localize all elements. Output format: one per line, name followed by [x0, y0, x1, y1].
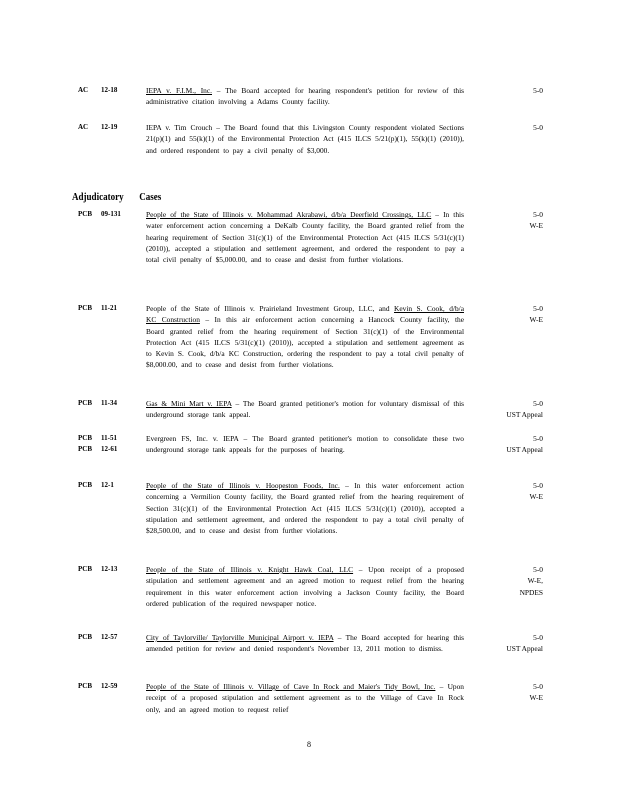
- case-description: [146, 398, 464, 421]
- case-type: PCB: [78, 633, 92, 641]
- case-category: W-E: [529, 315, 543, 325]
- vote-column: [423, 433, 543, 456]
- vote-count: 5-0: [533, 210, 543, 219]
- vote-column: [423, 85, 543, 96]
- vote-count: 5-0: [533, 434, 543, 443]
- case-description: [146, 480, 464, 536]
- case-category: W-E: [529, 492, 543, 502]
- page-number: 8: [307, 740, 311, 749]
- case-number: 09-131: [101, 210, 121, 218]
- case-caption: IEPA v. F.I.M., Inc.: [146, 86, 212, 95]
- case-number: 11-34: [101, 399, 117, 407]
- case-type: AC: [78, 86, 89, 94]
- case-type: AC: [78, 123, 89, 131]
- case-caption: People of the State of Illinois v. Village of Cave In Rock and Maier's Tidy Bowl, Inc.: [146, 682, 436, 691]
- vote-column: [423, 632, 543, 655]
- case-category: UST Appeal: [506, 644, 543, 654]
- case-summary-text: IEPA v. Tim Crouch – The Board found that this Livingston County respondent violated Sections 21(p)(1) and 55(k)(1) of the Environmental Protection Act (415 ILCS 5/21(p)(1), 55(k)(1) (2010)), and ordered respondent to pay a civil penalty of $3,000.: [146, 123, 464, 155]
- case-description: [146, 122, 464, 156]
- case-description: [146, 564, 464, 609]
- case-number: 12-19: [101, 123, 118, 131]
- case-number: 12-1: [101, 481, 114, 489]
- case-description: [146, 209, 464, 265]
- vote-column: [423, 122, 543, 133]
- case-type-secondary: PCB: [78, 445, 92, 454]
- case-caption: People of the State of Illinois v. Hoopeston Foods, Inc.: [146, 481, 340, 490]
- case-caption: People of the State of Illinois v. Mohammad Akrabawi, d/b/a Deerfield Crossings, LLC: [146, 210, 432, 219]
- case-summary-text: Evergreen FS, Inc. v. IEPA – The Board granted petitioner's motion to consolidate these two underground storage tank appeals for the purposes of hearing.: [146, 434, 464, 455]
- vote-count: 5-0: [533, 304, 543, 313]
- case-summary-text: – The Board accepted for hearing respondent's petition for review of this administrative citation involving a Adams County facility.: [146, 86, 464, 107]
- case-type: PCB: [78, 565, 92, 573]
- vote-count: 5-0: [533, 481, 543, 490]
- case-type: PCB: [78, 210, 92, 218]
- section-heading-word-1: Adjudicatory: [72, 191, 124, 203]
- case-summary-text: – Upon receipt of a proposed stipulation and settlement agreement as to the Village of Cave In Rock only, and an agreed motion to request relief: [146, 682, 464, 714]
- case-number: 12-57: [101, 633, 118, 641]
- case-number: 11-51: [101, 434, 117, 442]
- section-heading-word-2: Cases: [139, 191, 162, 203]
- case-type: PCB: [78, 434, 92, 442]
- case-type: PCB: [78, 304, 92, 312]
- case-summary-text: – The Board accepted for hearing this amended petition for review and denied respondent's November 13, 2011 motion to dismiss.: [146, 633, 464, 654]
- section-heading: [72, 191, 162, 203]
- vote-count: 5-0: [533, 682, 543, 691]
- case-description: [146, 632, 464, 655]
- vote-column: [423, 209, 543, 232]
- case-description: [146, 303, 464, 371]
- case-type: PCB: [78, 682, 92, 690]
- vote-column: [423, 398, 543, 421]
- case-summary-text: People of the State of Illinois v. Prairieland Investment Group, LLC, and: [146, 304, 394, 313]
- vote-column: [423, 564, 543, 598]
- case-summary-text: – The Board granted petitioner's motion for voluntary dismissal of this underground storage tank appeal.: [146, 399, 464, 420]
- case-summary-text: – Upon receipt of a proposed stipulation and settlement agreement and an agreed motion to request relief from the hearing requirement in this water enforcement action involving a Jackson County facility, the Board ordered publication of the required newspaper notice.: [146, 565, 464, 608]
- vote-column: [423, 303, 543, 326]
- case-summary-text: – In this water enforcement action concerning a DeKalb County facility, the Board granted relief from the hearing requirement of Section 31(c)(1) of the Environmental Protection Act (415 ILCS 5/31(c)(1) (2010)), accepted a stipulation and settlement agreement, and ordered the respondent to pay a total civil penalty of $5,000.00, and to cease and desist from further violations.: [146, 210, 464, 265]
- case-caption: Kevin S. Cook, d/b/a KC Construction: [146, 304, 464, 325]
- case-description: [146, 433, 464, 456]
- case-category: UST Appeal: [506, 445, 543, 455]
- case-category: W-E,: [527, 576, 543, 586]
- case-category: NPDES: [519, 587, 543, 597]
- case-description: [146, 85, 464, 108]
- vote-count: 5-0: [533, 123, 543, 132]
- case-category: W-E: [529, 221, 543, 231]
- case-number: 12-18: [101, 86, 118, 94]
- case-type: PCB: [78, 399, 92, 407]
- vote-count: 5-0: [533, 399, 543, 408]
- vote-count: 5-0: [533, 565, 543, 574]
- vote-count: 5-0: [533, 86, 543, 95]
- case-caption: People of the State of Illinois v. Knight Hawk Coal, LLC: [146, 565, 354, 574]
- case-category: UST Appeal: [506, 410, 543, 420]
- case-number: 12-59: [101, 682, 118, 690]
- case-caption: Gas & Mini Mart v. IEPA: [146, 399, 232, 408]
- case-summary-text: – In this water enforcement action concerning a Vermilion County facility, the Board granted relief from the hearing requirement of Section 31(c)(1) of the Environmental Protection Act (415 ILCS 5/31(c)(1) (2010)), accepted a stipulation and settlement agreement, and ordered the respondent to pay a total civil penalty of $28,500.00, and to cease and desist from further violations.: [146, 481, 464, 536]
- case-type: PCB: [78, 481, 92, 489]
- case-category: W-E: [529, 693, 543, 703]
- case-number: 12-13: [101, 565, 118, 573]
- vote-column: [423, 480, 543, 503]
- case-description: [146, 681, 464, 715]
- case-summary-text: – In this air enforcement action concerning a Hancock County facility, the Board granted relief from the hearing requirement of Section 31(c)(1) of the Environmental Protection Act (415 ILCS 5/31(c)(1) (2010)), accepted a stipulation and settlement agreement as to Kevin S. Cook, d/b/a KC Construction, ordering the respondent to pay a total civil penalty of $8,000.00, and to cease and desist from further violations.: [146, 315, 464, 370]
- vote-count: 5-0: [533, 633, 543, 642]
- case-number-secondary: 12-61: [101, 445, 118, 454]
- vote-column: [423, 681, 543, 704]
- case-number: 11-21: [101, 304, 117, 312]
- case-caption: City of Taylorville/ Taylorville Municipal Airport v. IEPA: [146, 633, 334, 642]
